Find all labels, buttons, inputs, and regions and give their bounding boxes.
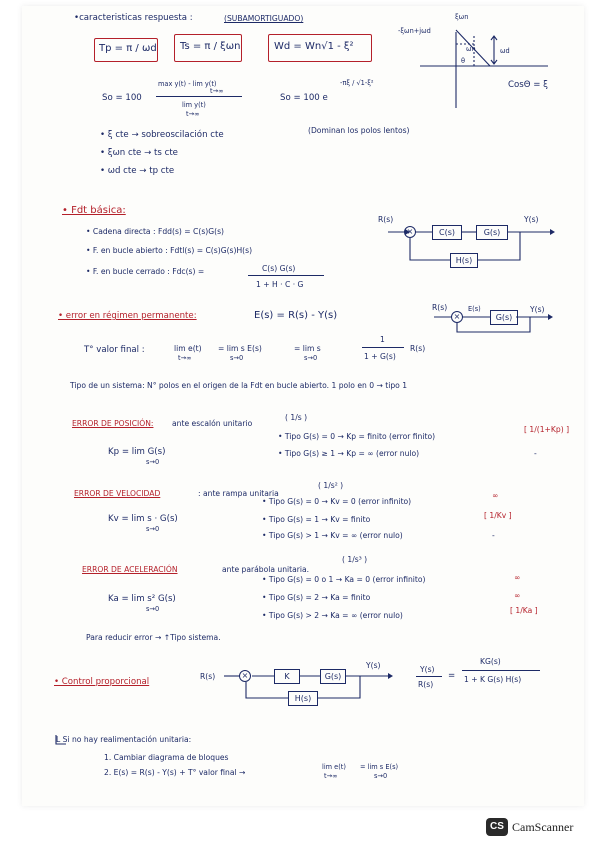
section6-lim: lim e(t)	[322, 763, 346, 771]
fdt-direct: • Cadena directa : Fdd(s) = C(s)G(s)	[86, 227, 224, 236]
section1-subtitle: (SUBAMORTIGUADO)	[224, 14, 304, 23]
final-lim1-sub: t→∞	[178, 354, 192, 362]
tf-lhs-num: Y(s)	[420, 665, 435, 674]
position-input: ( 1/s )	[285, 413, 308, 422]
diagram-wd-label: ωd	[500, 47, 510, 55]
final-frac-den: 1 + G(s)	[364, 352, 396, 361]
section6-step2: 2. E(s) = R(s) - Y(s) + T° valor final →	[104, 768, 246, 777]
block3-plant: G(s)	[490, 310, 518, 325]
bullet-xiwn: • ξωn cte → ts cte	[100, 148, 178, 158]
acceleration-type3-error: [ 1/Ka ]	[510, 606, 538, 615]
final-lim3-sub: s→0	[304, 354, 318, 362]
section1-title: •caracteristicas respuesta :	[74, 13, 193, 23]
acceleration-type2: • Tipo G(s) = 2 → Ka = finito	[262, 593, 371, 602]
cos-theta: CosΘ = ξ	[508, 80, 548, 90]
velocity-input: ( 1/s² )	[318, 481, 344, 490]
position-type1: • Tipo G(s) ≥ 1 → Kp = ∞ (error nulo)	[278, 449, 420, 458]
kp-formula: Kp = lim G(s)	[108, 447, 166, 457]
diagram-wn-label: ωn	[466, 45, 476, 53]
block5-feedback: H(s)	[288, 691, 318, 706]
acceleration-error-title: ERROR DE ACELERACIÓN	[82, 565, 178, 574]
fdt-open-loop: • F. en bucle abierto : Fdtl(s) = C(s)G(s)H(s)	[86, 246, 253, 255]
bullet-wd: • ωd cte → tp cte	[100, 166, 175, 176]
section2-title: • Fdt básica:	[62, 205, 126, 216]
acceleration-type01-error: ∞	[514, 573, 521, 582]
acceleration-type01: • Tipo G(s) = 0 o 1 → Ka = 0 (error infinito)	[262, 575, 426, 584]
final-tail: R(s)	[410, 344, 426, 353]
so1-den-sub: t→∞	[186, 110, 200, 118]
position-type0-error: [ 1/(1+Kp) ]	[524, 425, 570, 434]
diagram-pole-label: -ξωn+jωd	[398, 27, 431, 35]
block2-input: R(s)	[378, 215, 394, 224]
kv-formula: Kv = lim s · G(s)	[108, 514, 178, 524]
block5-output: Y(s)	[366, 661, 381, 670]
section6-lim-sub: t→∞	[324, 772, 338, 780]
diagram-theta-label: θ	[461, 57, 466, 65]
block2-output: Y(s)	[524, 215, 539, 224]
fdt-closed-loop: • F. en bucle cerrado : Fdc(s) =	[86, 267, 205, 276]
kp-sub: s→0	[146, 458, 160, 466]
so1-den: lim y(t)	[182, 101, 206, 109]
tf-rhs-num: KG(s)	[480, 657, 501, 666]
tf-equals: =	[448, 671, 456, 681]
position-type0: • Tipo G(s) = 0 → Kp = finito (error finito)	[278, 432, 436, 441]
block5-sum-junction: ×	[239, 670, 251, 682]
velocity-type1: • Tipo G(s) = 1 → Kv = finito	[262, 515, 371, 524]
so1-fraction-bar	[156, 96, 242, 97]
camscanner-watermark	[486, 818, 573, 836]
block2-plant: G(s)	[476, 225, 508, 240]
velocity-type2: • Tipo G(s) > 1 → Kv = ∞ (error nulo)	[262, 531, 403, 540]
section6-step1: 1. Cambiar diagrama de bloques	[104, 753, 229, 762]
section6-eq: = lim s E(s)	[360, 763, 399, 771]
block2-controller: C(s)	[432, 225, 462, 240]
kv-sub: s→0	[146, 525, 160, 533]
velocity-type0: • Tipo G(s) = 0 → Kv = 0 (error infinito)	[262, 497, 412, 506]
tf-lhs-den: R(s)	[418, 680, 434, 689]
closed-loop-bar	[248, 275, 324, 276]
position-error-sub: ante escalón unitario	[172, 419, 253, 428]
final-lim1: lim e(t)	[174, 344, 202, 353]
velocity-type2-error: -	[492, 531, 495, 540]
final-lim2-sub: s→0	[230, 354, 244, 362]
slow-poles-note: (Dominan los polos lentos)	[308, 126, 410, 135]
so1-num-sub: t→∞	[210, 87, 224, 95]
camscanner-logo-text: CamScanner	[512, 819, 574, 834]
section5-title: • Control proporcional	[54, 677, 150, 687]
tp-formula: Tp = π / ωd	[99, 43, 157, 54]
section6-title: L Si no hay realimentación unitaria:	[56, 735, 192, 744]
velocity-error-sub: : ante rampa unitaria	[198, 489, 279, 498]
camscanner-logo-icon: CS	[486, 818, 508, 836]
system-type-def: Tipo de un sistema: N° polos en el origen de la Fdt en bucle abierto. 1 polo en 0 → tipo 1	[70, 381, 408, 390]
block2-feedback: H(s)	[450, 253, 478, 268]
reduce-error-note: Para reducir error → ↑Tipo sistema.	[86, 633, 221, 642]
diagram-top-label: ξωn	[455, 13, 469, 21]
section6-eq-sub: s→0	[374, 772, 388, 780]
block5-input: R(s)	[200, 672, 216, 681]
block3-output: Y(s)	[530, 305, 545, 314]
tf-lhs-bar	[416, 676, 442, 677]
error-equation: E(s) = R(s) - Y(s)	[254, 310, 338, 321]
block3-error: E(s)	[468, 305, 481, 313]
block5-gain: K	[274, 669, 300, 684]
velocity-type0-error: ∞	[492, 491, 499, 500]
final-frac-num: 1	[380, 335, 385, 344]
closed-loop-num: C(s) G(s)	[262, 264, 296, 273]
acceleration-input: ( 1/s³ )	[342, 555, 368, 564]
ka-formula: Ka = lim s² G(s)	[108, 594, 176, 604]
ka-sub: s→0	[146, 605, 160, 613]
so2-exponent: -πξ / √1-ξ²	[340, 79, 374, 87]
block2-sum-junction: ×	[404, 226, 416, 238]
closed-loop-den: 1 + H · C · G	[256, 280, 304, 289]
final-lim2: = lim s E(s)	[218, 344, 262, 353]
velocity-error-title: ERROR DE VELOCIDAD	[74, 489, 161, 498]
block3-input: R(s)	[432, 303, 448, 312]
final-lim3: = lim s	[294, 344, 321, 353]
wd-formula: Wd = Wn√1 - ξ²	[274, 41, 354, 52]
position-error-title: ERROR DE POSICIÓN:	[72, 419, 154, 428]
section3-title: • error en régimen permanente:	[58, 311, 197, 321]
acceleration-type2-error: ∞	[514, 591, 521, 600]
acceleration-error-sub: ante parábola unitaria.	[222, 565, 310, 574]
position-type1-error: -	[534, 449, 537, 458]
block3-sum-junction: ×	[451, 311, 463, 323]
tf-rhs-den: 1 + K G(s) H(s)	[464, 675, 522, 684]
acceleration-type3: • Tipo G(s) > 2 → Ka = ∞ (error nulo)	[262, 611, 403, 620]
so2: So = 100 e	[280, 93, 328, 103]
final-frac-bar	[362, 347, 404, 348]
so1-num: max y(t) - lim y(t)	[158, 80, 217, 88]
block5-plant: G(s)	[320, 669, 346, 684]
tf-rhs-bar	[462, 670, 540, 671]
ts-formula: Ts = π / ξωn	[180, 41, 241, 52]
bullet-xi: • ξ cte → sobreoscilación cte	[100, 130, 224, 140]
final-value-label: T° valor final :	[84, 345, 145, 355]
so1-lhs: So = 100	[102, 93, 142, 103]
velocity-type1-error: [ 1/Kv ]	[484, 511, 512, 520]
